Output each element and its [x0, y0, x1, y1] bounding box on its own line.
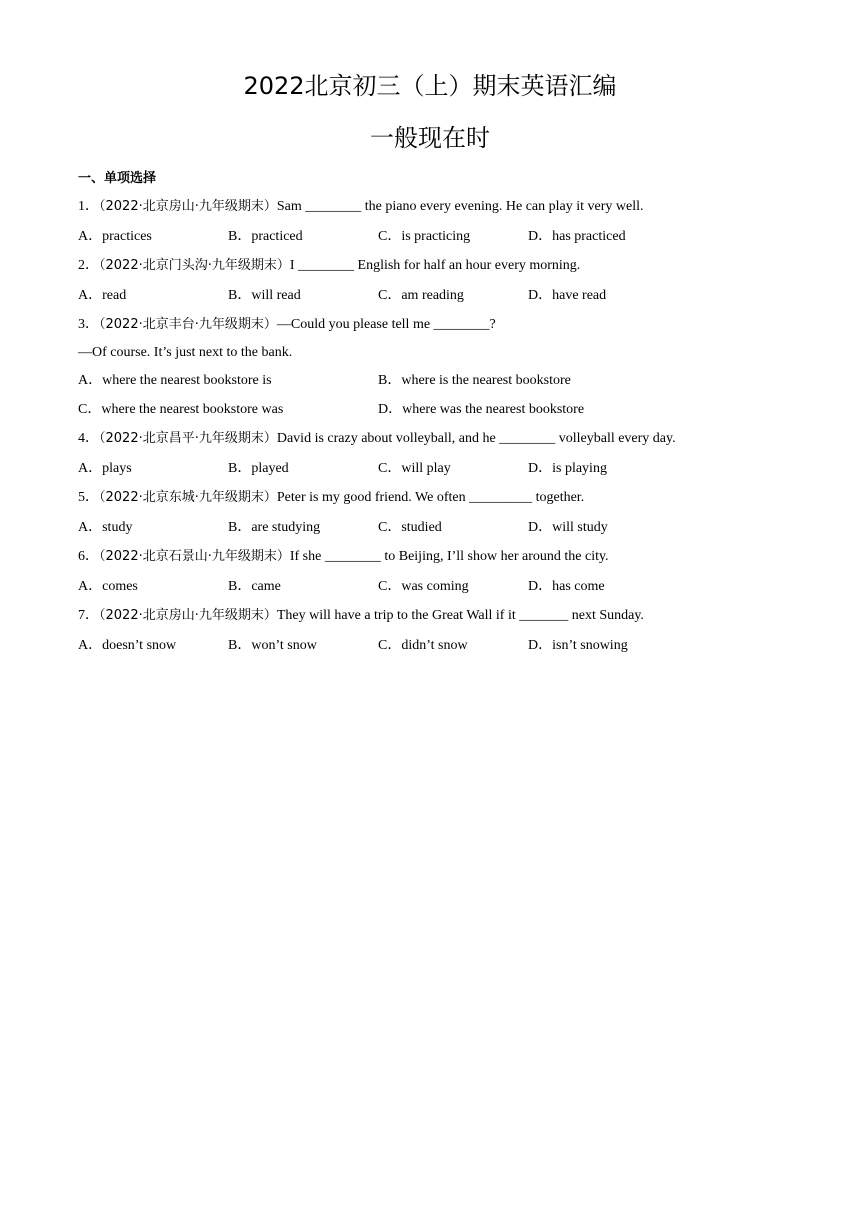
question-5-stem: [78, 489, 584, 507]
option-a: A．plays: [78, 461, 132, 476]
question-4-stem: [78, 430, 676, 448]
option-a: A．doesn’t snow: [78, 638, 177, 653]
option-b: B．are studying: [228, 520, 321, 535]
option-c: C．am reading: [378, 288, 464, 303]
question-2-stem: [78, 257, 580, 275]
question-number: 7．: [78, 608, 99, 623]
question-number: 2．: [78, 258, 99, 273]
section-heading: 一、单项选择: [78, 171, 157, 186]
question-source: （2022·北京房山·九年级期末）: [99, 608, 277, 623]
question-3-stem-line-2: —Of course. It’s just next to the bank.: [78, 345, 293, 360]
question-6-stem: [78, 548, 609, 566]
question-number: 6．: [78, 549, 99, 564]
option-c: C．studied: [378, 520, 442, 535]
option-a: A．practices: [78, 229, 152, 244]
question-source: （2022·北京东城·九年级期末）: [99, 490, 277, 505]
option-d: D．will study: [528, 520, 608, 535]
option-c: C．was coming: [378, 579, 469, 594]
option-c: C．will play: [378, 461, 451, 476]
option-b: B．came: [228, 579, 281, 594]
page-title: 2022北京初三（上）期末英语汇编: [243, 72, 617, 100]
option-c: C．is practicing: [378, 229, 471, 244]
question-number: 3．: [78, 317, 99, 332]
question-1-stem: [78, 198, 643, 216]
page-subtitle: 一般现在时: [370, 124, 490, 152]
question-text: Peter is my good friend. We often _________ together.: [276, 490, 585, 505]
question-7-stem: [78, 607, 644, 625]
option-c: C．where the nearest bookstore was: [78, 402, 284, 417]
question-number: 4．: [78, 431, 99, 446]
question-text: If she ________ to Beijing, I’ll show her around the city.: [289, 549, 609, 564]
option-b: B．where is the nearest bookstore: [378, 373, 571, 388]
option-d: D．has practiced: [528, 229, 626, 244]
option-d: D．has come: [528, 579, 605, 594]
option-a: A．study: [78, 520, 133, 535]
option-d: D．where was the nearest bookstore: [378, 402, 585, 417]
option-b: B．played: [228, 461, 289, 476]
option-c: C．didn’t snow: [378, 638, 468, 653]
question-source: （2022·北京房山·九年级期末）: [99, 199, 277, 214]
question-3-stem: [78, 316, 496, 334]
question-text: Sam ________ the piano every evening. He can play it very well.: [276, 199, 644, 214]
option-b: B．will read: [228, 288, 301, 303]
question-source: （2022·北京丰台·九年级期末）: [99, 317, 277, 332]
question-text: —Could you please tell me ________?: [276, 317, 496, 332]
question-number: 1．: [78, 199, 99, 214]
question-source: （2022·北京门头沟·九年级期末）: [99, 258, 290, 273]
option-d: D．is playing: [528, 461, 607, 476]
question-text: They will have a trip to the Great Wall if it _______ next Sunday.: [276, 608, 644, 623]
option-b: B．practiced: [228, 229, 303, 244]
question-text: I ________ English for half an hour every morning.: [289, 258, 581, 273]
question-source: （2022·北京昌平·九年级期末）: [99, 431, 277, 446]
option-a: A．comes: [78, 579, 138, 594]
option-a: A．read: [78, 288, 127, 303]
option-d: D．isn’t snowing: [528, 638, 628, 653]
option-a: A．where the nearest bookstore is: [78, 373, 272, 388]
option-b: B．won’t snow: [228, 638, 317, 653]
option-d: D．have read: [528, 288, 607, 303]
question-text: David is crazy about volleyball, and he ________ volleyball every day.: [276, 431, 676, 446]
question-number: 5．: [78, 490, 99, 505]
question-source: （2022·北京石景山·九年级期末）: [99, 549, 290, 564]
